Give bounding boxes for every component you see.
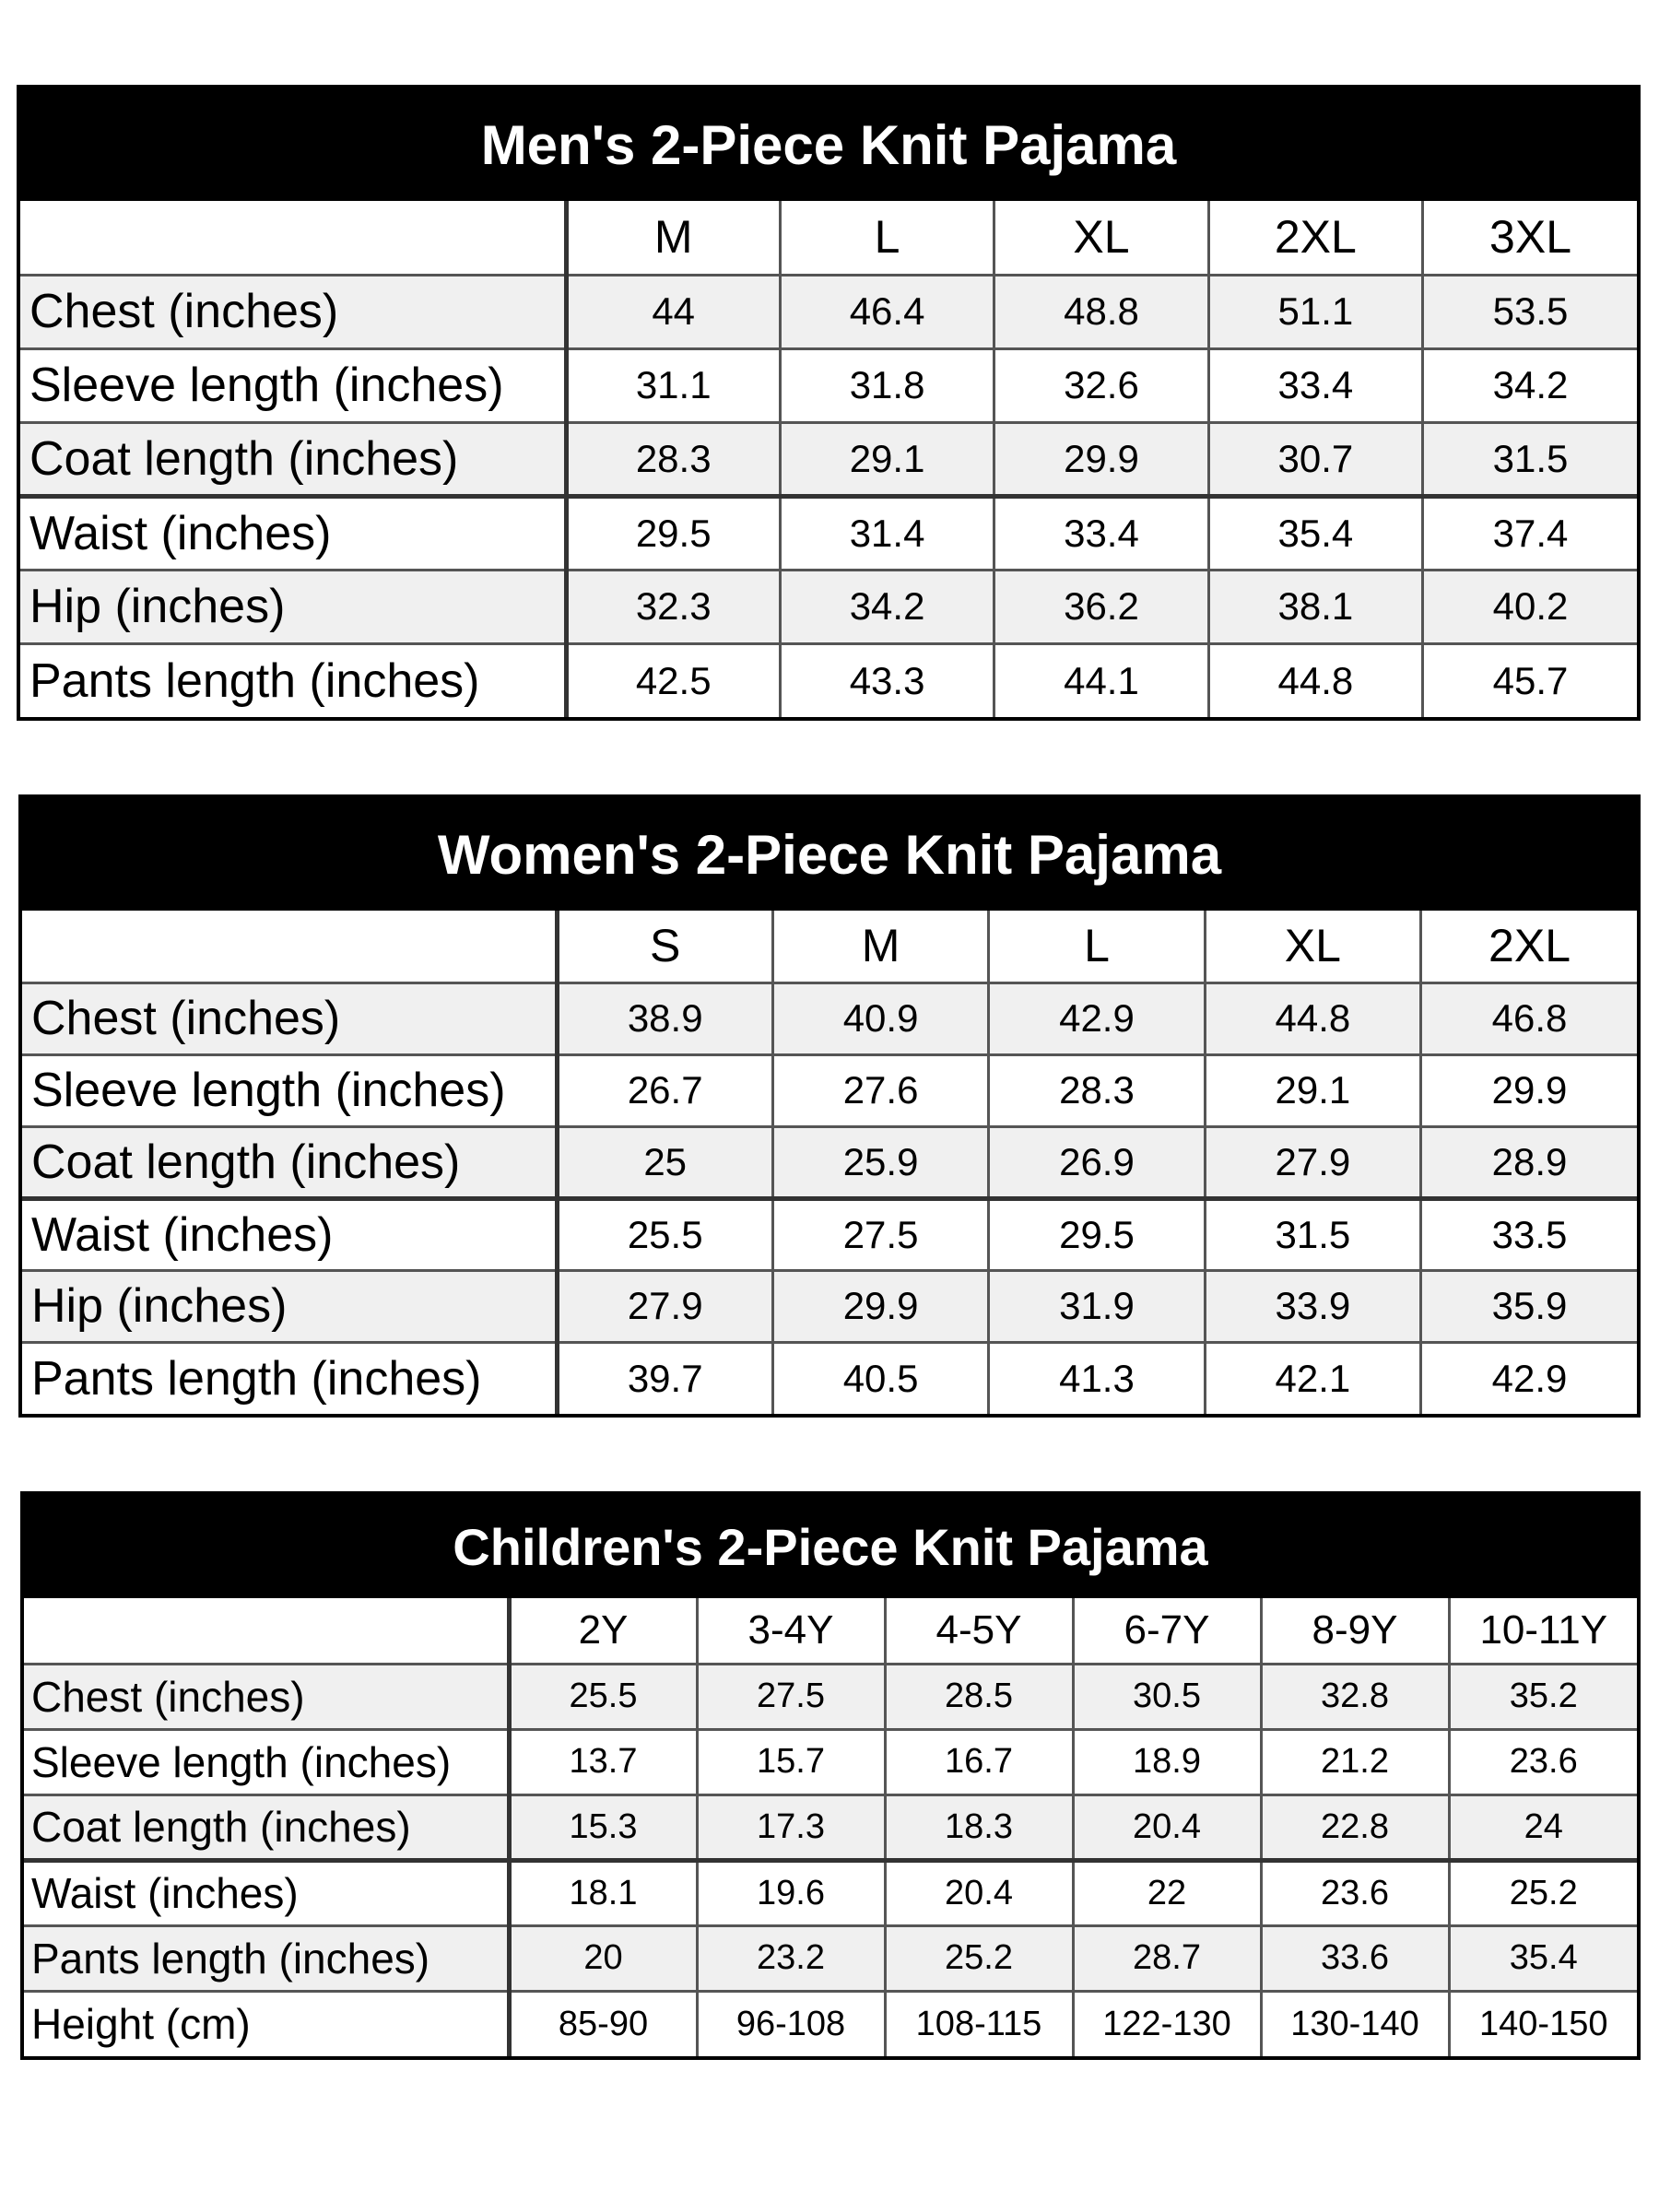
measurement-value: 15.7 — [697, 1729, 885, 1794]
measurement-value: 31.8 — [780, 348, 994, 422]
table-row — [24, 1860, 1637, 1925]
measurement-value: 36.2 — [994, 570, 1208, 643]
measurement-label: Waist (inches) — [20, 496, 566, 570]
size-header: 4-5Y — [885, 1598, 1073, 1664]
measurement-value: 33.5 — [1421, 1198, 1637, 1270]
measurement-value: 29.9 — [772, 1270, 988, 1342]
measurement-label: Waist (inches) — [22, 1198, 557, 1270]
measurement-value: 30.5 — [1073, 1664, 1261, 1729]
measurement-value: 44.1 — [994, 643, 1208, 717]
measurement-value: 15.3 — [509, 1794, 697, 1860]
header-corner-cell — [20, 201, 566, 275]
measurement-value: 28.7 — [1073, 1925, 1261, 1991]
measurement-value: 108-115 — [885, 1991, 1073, 2056]
measurement-value: 39.7 — [557, 1342, 772, 1414]
children-size-chart — [20, 1491, 1641, 2060]
measurement-value: 43.3 — [780, 643, 994, 717]
table-row — [24, 1794, 1637, 1860]
measurement-value: 25.5 — [509, 1664, 697, 1729]
children-chart-title: Children's 2-Piece Knit Pajama — [24, 1495, 1637, 1598]
measurement-value: 35.4 — [1449, 1925, 1637, 1991]
measurement-label: Sleeve length (inches) — [20, 348, 566, 422]
table-row — [20, 422, 1637, 496]
measurement-value: 18.3 — [885, 1794, 1073, 1860]
measurement-value: 23.2 — [697, 1925, 885, 1991]
size-header: 2XL — [1421, 911, 1637, 982]
measurement-value: 29.9 — [994, 422, 1208, 496]
measurement-value: 24 — [1449, 1794, 1637, 1860]
header-corner-cell — [22, 911, 557, 982]
children-size-table — [24, 1598, 1637, 2056]
measurement-value: 16.7 — [885, 1729, 1073, 1794]
table-row — [24, 1991, 1637, 2056]
table-row — [20, 570, 1637, 643]
measurement-value: 25.9 — [772, 1126, 988, 1198]
size-header: 2XL — [1208, 201, 1422, 275]
measurement-value: 34.2 — [780, 570, 994, 643]
measurement-value: 33.9 — [1205, 1270, 1420, 1342]
measurement-value: 40.2 — [1423, 570, 1637, 643]
measurement-value: 41.3 — [989, 1342, 1205, 1414]
measurement-label: Pants length (inches) — [24, 1925, 509, 1991]
measurement-value: 140-150 — [1449, 1991, 1637, 2056]
measurement-value: 28.5 — [885, 1664, 1073, 1729]
table-row — [22, 1342, 1637, 1414]
measurement-value: 29.1 — [1205, 1054, 1420, 1126]
measurement-label: Pants length (inches) — [22, 1342, 557, 1414]
measurement-value: 31.1 — [566, 348, 780, 422]
measurement-value: 40.5 — [772, 1342, 988, 1414]
measurement-value: 31.5 — [1423, 422, 1637, 496]
measurement-value: 25 — [557, 1126, 772, 1198]
size-header: 2Y — [509, 1598, 697, 1664]
measurement-value: 27.5 — [697, 1664, 885, 1729]
table-row — [22, 982, 1637, 1054]
measurement-value: 29.1 — [780, 422, 994, 496]
measurement-label: Height (cm) — [24, 1991, 509, 2056]
measurement-value: 34.2 — [1423, 348, 1637, 422]
measurement-value: 27.5 — [772, 1198, 988, 1270]
measurement-value: 33.6 — [1261, 1925, 1449, 1991]
measurement-label: Hip (inches) — [20, 570, 566, 643]
size-header: 3-4Y — [697, 1598, 885, 1664]
measurement-value: 18.9 — [1073, 1729, 1261, 1794]
table-row — [24, 1664, 1637, 1729]
measurement-value: 28.3 — [989, 1054, 1205, 1126]
measurement-value: 32.6 — [994, 348, 1208, 422]
table-row — [20, 643, 1637, 717]
measurement-label: Chest (inches) — [22, 982, 557, 1054]
measurement-value: 122-130 — [1073, 1991, 1261, 2056]
measurement-label: Coat length (inches) — [22, 1126, 557, 1198]
measurement-label: Sleeve length (inches) — [24, 1729, 509, 1794]
measurement-value: 31.4 — [780, 496, 994, 570]
size-header-row — [22, 911, 1637, 982]
measurement-value: 46.8 — [1421, 982, 1637, 1054]
measurement-value: 29.5 — [566, 496, 780, 570]
measurement-value: 32.8 — [1261, 1664, 1449, 1729]
measurement-label: Chest (inches) — [20, 275, 566, 348]
measurement-label: Waist (inches) — [24, 1860, 509, 1925]
measurement-value: 13.7 — [509, 1729, 697, 1794]
measurement-value: 28.3 — [566, 422, 780, 496]
size-header: 3XL — [1423, 201, 1637, 275]
measurement-value: 18.1 — [509, 1860, 697, 1925]
measurement-value: 25.2 — [885, 1925, 1073, 1991]
measurement-value: 53.5 — [1423, 275, 1637, 348]
measurement-value: 37.4 — [1423, 496, 1637, 570]
size-header: S — [557, 911, 772, 982]
table-row — [22, 1270, 1637, 1342]
measurement-value: 23.6 — [1449, 1729, 1637, 1794]
measurement-value: 25.5 — [557, 1198, 772, 1270]
measurement-value: 23.6 — [1261, 1860, 1449, 1925]
measurement-value: 42.9 — [1421, 1342, 1637, 1414]
measurement-value: 42.9 — [989, 982, 1205, 1054]
women-chart-title: Women's 2-Piece Knit Pajama — [22, 798, 1637, 911]
measurement-value: 27.6 — [772, 1054, 988, 1126]
header-corner-cell — [24, 1598, 509, 1664]
size-header: M — [566, 201, 780, 275]
measurement-value: 26.9 — [989, 1126, 1205, 1198]
measurement-value: 33.4 — [1208, 348, 1422, 422]
measurement-value: 51.1 — [1208, 275, 1422, 348]
measurement-value: 28.9 — [1421, 1126, 1637, 1198]
table-row — [22, 1126, 1637, 1198]
measurement-value: 22 — [1073, 1860, 1261, 1925]
measurement-value: 44.8 — [1208, 643, 1422, 717]
size-header-row — [20, 201, 1637, 275]
measurement-value: 38.1 — [1208, 570, 1422, 643]
measurement-value: 48.8 — [994, 275, 1208, 348]
measurement-value: 130-140 — [1261, 1991, 1449, 2056]
measurement-value: 45.7 — [1423, 643, 1637, 717]
measurement-value: 44 — [566, 275, 780, 348]
measurement-value: 33.4 — [994, 496, 1208, 570]
size-header: 8-9Y — [1261, 1598, 1449, 1664]
measurement-value: 26.7 — [557, 1054, 772, 1126]
table-row — [20, 275, 1637, 348]
size-header: 10-11Y — [1449, 1598, 1637, 1664]
measurement-value: 21.2 — [1261, 1729, 1449, 1794]
measurement-value: 30.7 — [1208, 422, 1422, 496]
measurement-value: 17.3 — [697, 1794, 885, 1860]
table-row — [24, 1925, 1637, 1991]
measurement-value: 35.4 — [1208, 496, 1422, 570]
men-size-chart — [17, 85, 1641, 721]
table-row — [22, 1198, 1637, 1270]
measurement-value: 20.4 — [885, 1860, 1073, 1925]
measurement-value: 44.8 — [1205, 982, 1420, 1054]
measurement-value: 22.8 — [1261, 1794, 1449, 1860]
size-header: L — [989, 911, 1205, 982]
measurement-value: 35.9 — [1421, 1270, 1637, 1342]
women-size-chart — [18, 794, 1641, 1418]
measurement-value: 42.1 — [1205, 1342, 1420, 1414]
measurement-value: 27.9 — [1205, 1126, 1420, 1198]
measurement-value: 29.5 — [989, 1198, 1205, 1270]
measurement-value: 32.3 — [566, 570, 780, 643]
measurement-value: 46.4 — [780, 275, 994, 348]
measurement-value: 35.2 — [1449, 1664, 1637, 1729]
measurement-label: Coat length (inches) — [24, 1794, 509, 1860]
measurement-value: 31.5 — [1205, 1198, 1420, 1270]
measurement-value: 38.9 — [557, 982, 772, 1054]
measurement-value: 27.9 — [557, 1270, 772, 1342]
measurement-value: 25.2 — [1449, 1860, 1637, 1925]
table-row — [24, 1729, 1637, 1794]
table-row — [22, 1054, 1637, 1126]
size-header: L — [780, 201, 994, 275]
measurement-value: 96-108 — [697, 1991, 885, 2056]
measurement-value: 31.9 — [989, 1270, 1205, 1342]
men-chart-title: Men's 2-Piece Knit Pajama — [20, 88, 1637, 201]
size-header: M — [772, 911, 988, 982]
table-row — [20, 348, 1637, 422]
measurement-value: 20 — [509, 1925, 697, 1991]
measurement-label: Hip (inches) — [22, 1270, 557, 1342]
measurement-value: 85-90 — [509, 1991, 697, 2056]
measurement-label: Chest (inches) — [24, 1664, 509, 1729]
measurement-value: 20.4 — [1073, 1794, 1261, 1860]
size-header-row — [24, 1598, 1637, 1664]
size-header: XL — [994, 201, 1208, 275]
measurement-value: 19.6 — [697, 1860, 885, 1925]
men-size-table — [20, 201, 1637, 717]
measurement-label: Sleeve length (inches) — [22, 1054, 557, 1126]
table-row — [20, 496, 1637, 570]
measurement-value: 42.5 — [566, 643, 780, 717]
measurement-value: 40.9 — [772, 982, 988, 1054]
size-header: 6-7Y — [1073, 1598, 1261, 1664]
women-size-table — [22, 911, 1637, 1414]
measurement-label: Coat length (inches) — [20, 422, 566, 496]
measurement-label: Pants length (inches) — [20, 643, 566, 717]
size-header: XL — [1205, 911, 1420, 982]
measurement-value: 29.9 — [1421, 1054, 1637, 1126]
